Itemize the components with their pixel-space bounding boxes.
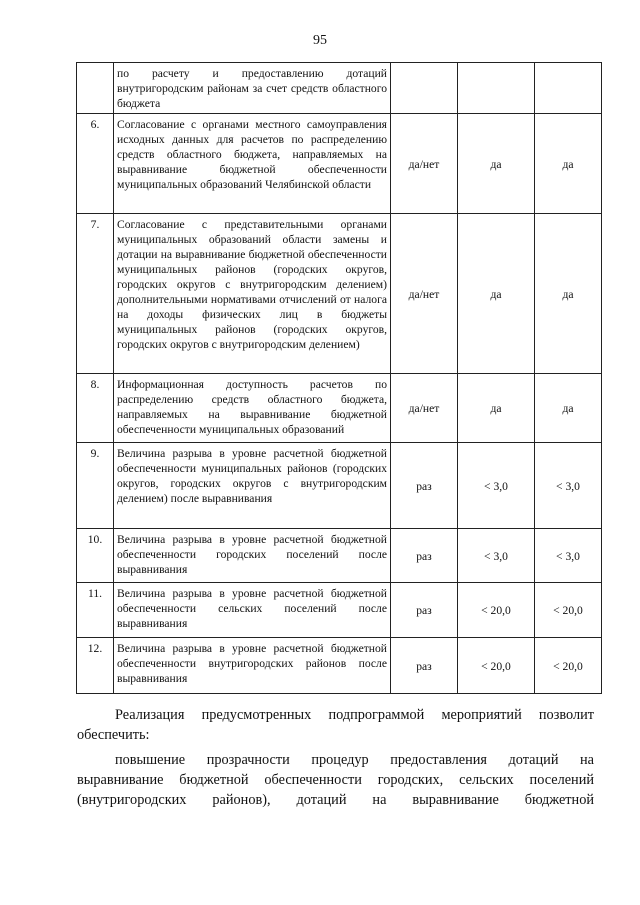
table-row <box>77 63 602 114</box>
row-number: 6. <box>77 114 114 214</box>
row-description: Согласование с органами местного самоуправления исходных данных для расчетов по распределению средств областного бюджета, направляемых на выравнивание бюджетной обеспеченности муниципальных образований Челябинской области <box>114 114 391 214</box>
row-value-2: < 20,0 <box>535 583 602 638</box>
paragraph-1-line-1: Реализация предусмотренных подпрограммой мероприятий позволит <box>115 707 594 723</box>
table-row <box>77 529 602 583</box>
row-unit <box>391 63 458 114</box>
row-value-1: < 3,0 <box>458 443 535 529</box>
row-number <box>77 63 114 114</box>
row-value-1: да <box>458 214 535 374</box>
row-value-1: < 20,0 <box>458 583 535 638</box>
table-row <box>77 214 602 374</box>
row-value-1: < 3,0 <box>458 529 535 583</box>
paragraph-2-line-1: повышение прозрачности процедур предоставления дотаций на <box>115 752 594 768</box>
row-description: Величина разрыва в уровне расчетной бюджетной обеспеченности городских поселений после выравнивания <box>114 529 391 583</box>
row-number: 8. <box>77 374 114 443</box>
row-unit: да/нет <box>391 214 458 374</box>
row-value-2: < 3,0 <box>535 443 602 529</box>
row-unit: раз <box>391 638 458 694</box>
table-row <box>77 443 602 529</box>
row-unit: раз <box>391 529 458 583</box>
paragraph-2-line-3: (внутригородских районов), дотаций на выравнивание бюджетной <box>77 792 594 808</box>
row-number: 9. <box>77 443 114 529</box>
row-value-1: да <box>458 374 535 443</box>
row-value-2 <box>535 63 602 114</box>
table-row <box>77 583 602 638</box>
row-description: по расчету и предоставлению дотаций внутригородским районам за счет средств областного бюджета <box>114 63 391 114</box>
row-unit: раз <box>391 443 458 529</box>
row-description: Величина разрыва в уровне расчетной бюджетной обеспеченности сельских поселений после выравнивания <box>114 583 391 638</box>
row-number: 10. <box>77 529 114 583</box>
page-number: 95 <box>313 33 327 48</box>
row-value-1 <box>458 63 535 114</box>
row-number: 12. <box>77 638 114 694</box>
row-value-2: да <box>535 114 602 214</box>
row-description: Величина разрыва в уровне расчетной бюджетной обеспеченности внутригородских районов после выравнивания <box>114 638 391 694</box>
row-value-2: да <box>535 214 602 374</box>
row-unit: раз <box>391 583 458 638</box>
row-value-2: < 20,0 <box>535 638 602 694</box>
row-description: Величина разрыва в уровне расчетной бюджетной обеспеченности муниципальных районов (городских округов, городских округов с внутригородским делением) после выравнивания <box>114 443 391 529</box>
row-value-1: < 20,0 <box>458 638 535 694</box>
indicators-table <box>76 62 602 694</box>
row-value-1: да <box>458 114 535 214</box>
row-unit: да/нет <box>391 374 458 443</box>
row-description: Информационная доступность расчетов по распределению средств областного бюджета, направляемых на выравнивание бюджетной обеспеченности муниципальных образований <box>114 374 391 443</box>
table-row <box>77 374 602 443</box>
paragraph-2-line-2: выравнивание бюджетной обеспеченности городских, сельских поселений <box>77 772 594 788</box>
row-description: Согласование с представительными органами муниципальных образований области замены и дотации на выравнивание бюджетной обеспеченности муниципальных районов (городских округов, городских округов с внутригородским делением) дополнительными нормативами отчислений от налога на доходы физических лиц в бюджеты муниципальных районов (городских округов, городских округов с внутригородским делением) <box>114 214 391 374</box>
row-unit: да/нет <box>391 114 458 214</box>
row-value-2: < 3,0 <box>535 529 602 583</box>
row-number: 11. <box>77 583 114 638</box>
row-value-2: да <box>535 374 602 443</box>
table-row <box>77 114 602 214</box>
row-number: 7. <box>77 214 114 374</box>
table-row <box>77 638 602 694</box>
paragraph-1-line-2: обеспечить: <box>77 727 150 743</box>
